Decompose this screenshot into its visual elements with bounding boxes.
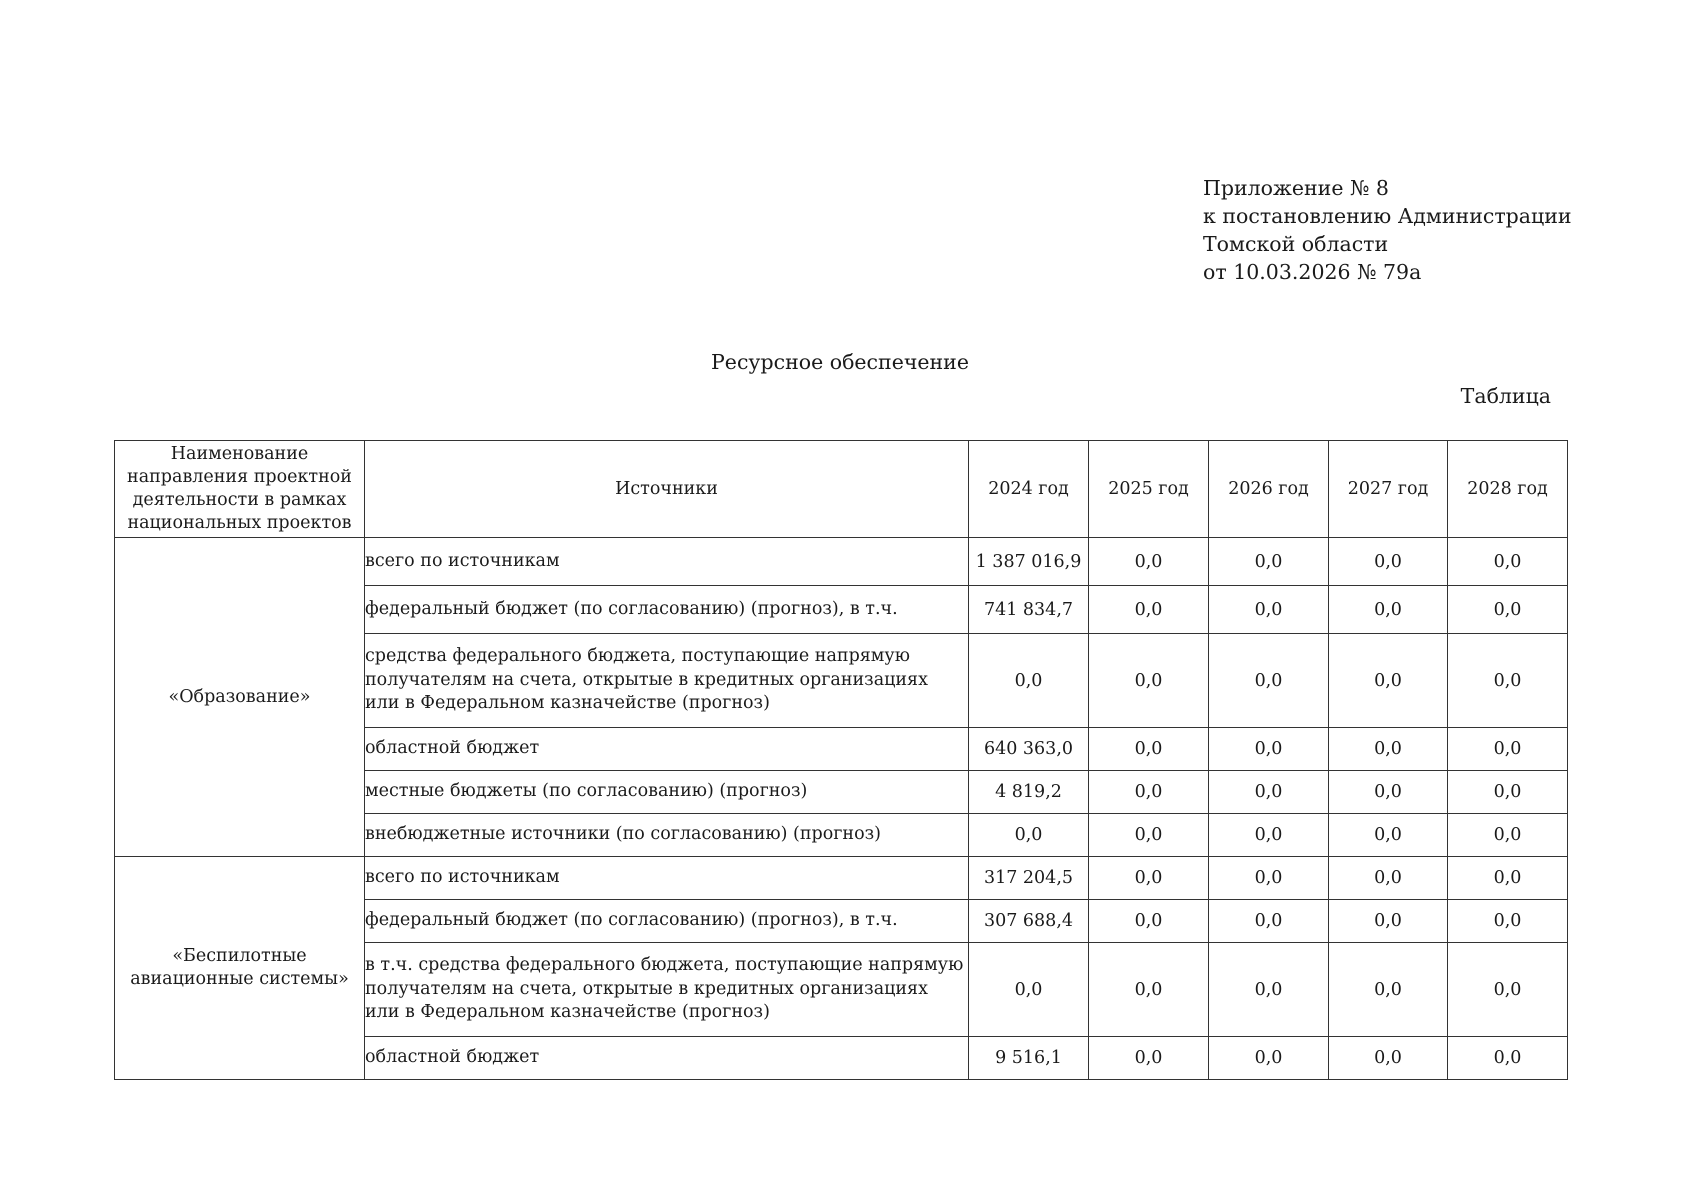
table-label: Таблица (1460, 384, 1551, 408)
value-2028: 0,0 (1448, 943, 1568, 1037)
value-2024: 0,0 (969, 634, 1089, 728)
header-year-2027: 2027 год (1329, 441, 1448, 538)
value-2028: 0,0 (1448, 857, 1568, 900)
source-cell: областной бюджет (365, 1037, 969, 1080)
value-2028: 0,0 (1448, 586, 1568, 634)
table-header-row (115, 441, 1568, 538)
value-2027: 0,0 (1329, 586, 1448, 634)
header-year-2025: 2025 год (1089, 441, 1209, 538)
header-sources: Источники (365, 441, 969, 538)
header-year-2028: 2028 год (1448, 441, 1568, 538)
value-2026: 0,0 (1209, 586, 1329, 634)
source-cell: областной бюджет (365, 728, 969, 771)
source-cell: федеральный бюджет (по согласованию) (прогноз), в т.ч. (365, 900, 969, 943)
appendix-number: Приложение № 8 (1203, 176, 1389, 200)
source-cell: внебюджетные источники (по согласованию) (прогноз) (365, 814, 969, 857)
value-2026: 0,0 (1209, 1037, 1329, 1080)
value-2026: 0,0 (1209, 771, 1329, 814)
value-2028: 0,0 (1448, 771, 1568, 814)
value-2025: 0,0 (1089, 857, 1209, 900)
value-2028: 0,0 (1448, 814, 1568, 857)
value-2025: 0,0 (1089, 1037, 1209, 1080)
value-2027: 0,0 (1329, 728, 1448, 771)
value-2027: 0,0 (1329, 900, 1448, 943)
value-2028: 0,0 (1448, 1037, 1568, 1080)
value-2025: 0,0 (1089, 814, 1209, 857)
source-cell: всего по источникам (365, 538, 969, 586)
value-2024: 640 363,0 (969, 728, 1089, 771)
value-2024: 9 516,1 (969, 1037, 1089, 1080)
source-cell: федеральный бюджет (по согласованию) (прогноз), в т.ч. (365, 586, 969, 634)
value-2026: 0,0 (1209, 634, 1329, 728)
value-2024: 0,0 (969, 814, 1089, 857)
table-row (115, 857, 1568, 900)
value-2028: 0,0 (1448, 728, 1568, 771)
value-2027: 0,0 (1329, 771, 1448, 814)
value-2026: 0,0 (1209, 814, 1329, 857)
value-2025: 0,0 (1089, 728, 1209, 771)
source-cell: местные бюджеты (по согласованию) (прогноз) (365, 771, 969, 814)
value-2026: 0,0 (1209, 857, 1329, 900)
value-2025: 0,0 (1089, 943, 1209, 1037)
value-2027: 0,0 (1329, 857, 1448, 900)
resource-table (114, 440, 1568, 1080)
value-2025: 0,0 (1089, 634, 1209, 728)
value-2026: 0,0 (1209, 728, 1329, 771)
header-year-2026: 2026 год (1209, 441, 1329, 538)
value-2027: 0,0 (1329, 634, 1448, 728)
source-cell: средства федерального бюджета, поступающие напрямую получателям на счета, открытые в кредитных организациях или в Федеральном казначействе (прогноз) (365, 634, 969, 728)
source-cell: всего по источникам (365, 857, 969, 900)
appendix-region: Томской области (1203, 232, 1389, 256)
header-direction-name: Наименование направления проектной деятельности в рамках национальных проектов (115, 441, 365, 538)
direction-uav-systems: «Беспилотные авиационные системы» (115, 857, 365, 1080)
value-2028: 0,0 (1448, 538, 1568, 586)
value-2025: 0,0 (1089, 586, 1209, 634)
appendix-resolution: к постановлению Администрации (1203, 204, 1572, 228)
appendix-block (1203, 174, 1572, 286)
value-2024: 0,0 (969, 943, 1089, 1037)
direction-education: «Образование» (115, 538, 365, 857)
value-2024: 741 834,7 (969, 586, 1089, 634)
value-2025: 0,0 (1089, 771, 1209, 814)
value-2026: 0,0 (1209, 900, 1329, 943)
appendix-date: от 10.03.2026 № 79а (1203, 260, 1422, 284)
header-year-2024: 2024 год (969, 441, 1089, 538)
value-2024: 317 204,5 (969, 857, 1089, 900)
source-cell: в т.ч. средства федерального бюджета, поступающие напрямую получателям на счета, открытые в кредитных организациях или в Федеральном казначействе (прогноз) (365, 943, 969, 1037)
value-2027: 0,0 (1329, 1037, 1448, 1080)
value-2026: 0,0 (1209, 538, 1329, 586)
value-2025: 0,0 (1089, 538, 1209, 586)
table-row (115, 538, 1568, 586)
value-2027: 0,0 (1329, 538, 1448, 586)
value-2027: 0,0 (1329, 943, 1448, 1037)
value-2024: 1 387 016,9 (969, 538, 1089, 586)
value-2024: 4 819,2 (969, 771, 1089, 814)
value-2028: 0,0 (1448, 900, 1568, 943)
value-2025: 0,0 (1089, 900, 1209, 943)
value-2026: 0,0 (1209, 943, 1329, 1037)
value-2024: 307 688,4 (969, 900, 1089, 943)
value-2027: 0,0 (1329, 814, 1448, 857)
page-title: Ресурсное обеспечение (711, 350, 969, 374)
value-2028: 0,0 (1448, 634, 1568, 728)
